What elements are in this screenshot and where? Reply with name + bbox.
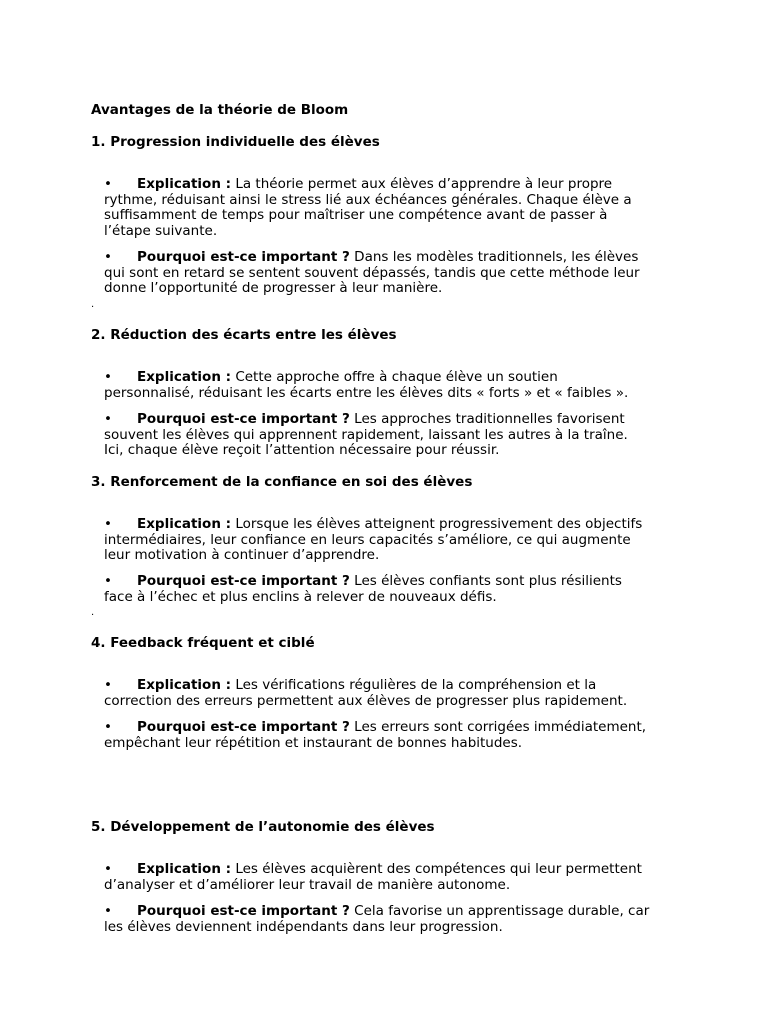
bullet-text: La théorie permet aux élèves d’apprendre à leur propre rythme, réduisant ainsi le stress lié aux échéances générales. Chaque élève a suffisamment de temps pour maîtriser une compétence avant de passer à l’étape suivante. — [104, 176, 632, 239]
bullet-dot: • — [104, 573, 112, 589]
bullet-dot: • — [104, 249, 112, 265]
section-heading: 4. Feedback fréquent et ciblé — [91, 635, 315, 651]
bullet-text: Cela favorise un apprentissage durable, car les élèves deviennent indépendants dans leur progression. — [104, 903, 650, 935]
bullet-item — [104, 177, 684, 239]
bullet-item — [104, 412, 684, 459]
section-heading: 2. Réduction des écarts entre les élèves — [91, 327, 397, 343]
bullet-dot: • — [104, 903, 112, 919]
bullet-item — [104, 678, 684, 709]
bullet-dot: • — [104, 176, 112, 192]
bullet-item — [104, 250, 684, 297]
bullet-item — [104, 904, 684, 935]
bullet-dot: • — [104, 369, 112, 385]
bullet-text: Cette approche offre à chaque élève un soutien personnalisé, réduisant les écarts entre les élèves dits « forts » et « faibles ». — [104, 369, 629, 401]
section-heading: 5. Développement de l’autonomie des élèves — [91, 819, 435, 835]
bullet-label: Pourquoi est-ce important ? — [137, 573, 350, 589]
bullet-label: Pourquoi est-ce important ? — [137, 903, 350, 919]
bullet-label: Explication : — [137, 176, 232, 192]
bullet-dot: • — [104, 516, 112, 532]
bullet-label: Explication : — [137, 369, 232, 385]
bullet-text: Les erreurs sont corrigées immédiatement, empêchant leur répétition et instaurant de bonnes habitudes. — [104, 719, 647, 751]
bullet-item — [104, 574, 684, 605]
bullet-label: Pourquoi est-ce important ? — [137, 249, 350, 265]
bullet-item — [104, 370, 684, 401]
bullet-text: Lorsque les élèves atteignent progressivement des objectifs intermédiaires, leur confiance en leurs capacités s’améliore, ce qui augmente leur motivation à continuer d’apprendre. — [104, 516, 643, 564]
bullet-dot: • — [104, 719, 112, 735]
bullet-label: Explication : — [137, 861, 232, 877]
bullet-label: Pourquoi est-ce important ? — [137, 411, 350, 427]
stray-mark: . — [91, 299, 95, 310]
section-heading: 1. Progression individuelle des élèves — [91, 134, 380, 150]
stray-mark: . — [91, 607, 95, 618]
bullet-label: Pourquoi est-ce important ? — [137, 719, 350, 735]
bullet-text: Les vérifications régulières de la compréhension et la correction des erreurs permettent aux élèves de progresser plus rapidement. — [104, 677, 628, 709]
bullet-label: Explication : — [137, 677, 232, 693]
bullet-item — [104, 862, 684, 893]
document-title: Avantages de la théorie de Bloom — [91, 102, 349, 118]
bullet-item — [104, 517, 684, 564]
bullet-dot: • — [104, 411, 112, 427]
bullet-text: Dans les modèles traditionnels, les élèves qui sont en retard se sentent souvent dépassés, tandis que cette méthode leur donne l’opportunité de progresser à leur manière. — [104, 249, 640, 297]
bullet-item — [104, 720, 684, 751]
bullet-dot: • — [104, 861, 112, 877]
section-heading: 3. Renforcement de la confiance en soi des élèves — [91, 474, 473, 490]
bullet-label: Explication : — [137, 516, 232, 532]
bullet-dot: • — [104, 677, 112, 693]
bullet-text: Les élèves confiants sont plus résilients face à l’échec et plus enclins à relever de nouveaux défis. — [104, 573, 622, 605]
bullet-text: Les approches traditionnelles favorisent souvent les élèves qui apprennent rapidement, laissant les autres à la traîne. Ici, chaque élève reçoit l’attention nécessaire pour réussir. — [104, 411, 628, 459]
bullet-text: Les élèves acquièrent des compétences qui leur permettent d’analyser et d’améliorer leur travail de manière autonome. — [104, 861, 642, 893]
